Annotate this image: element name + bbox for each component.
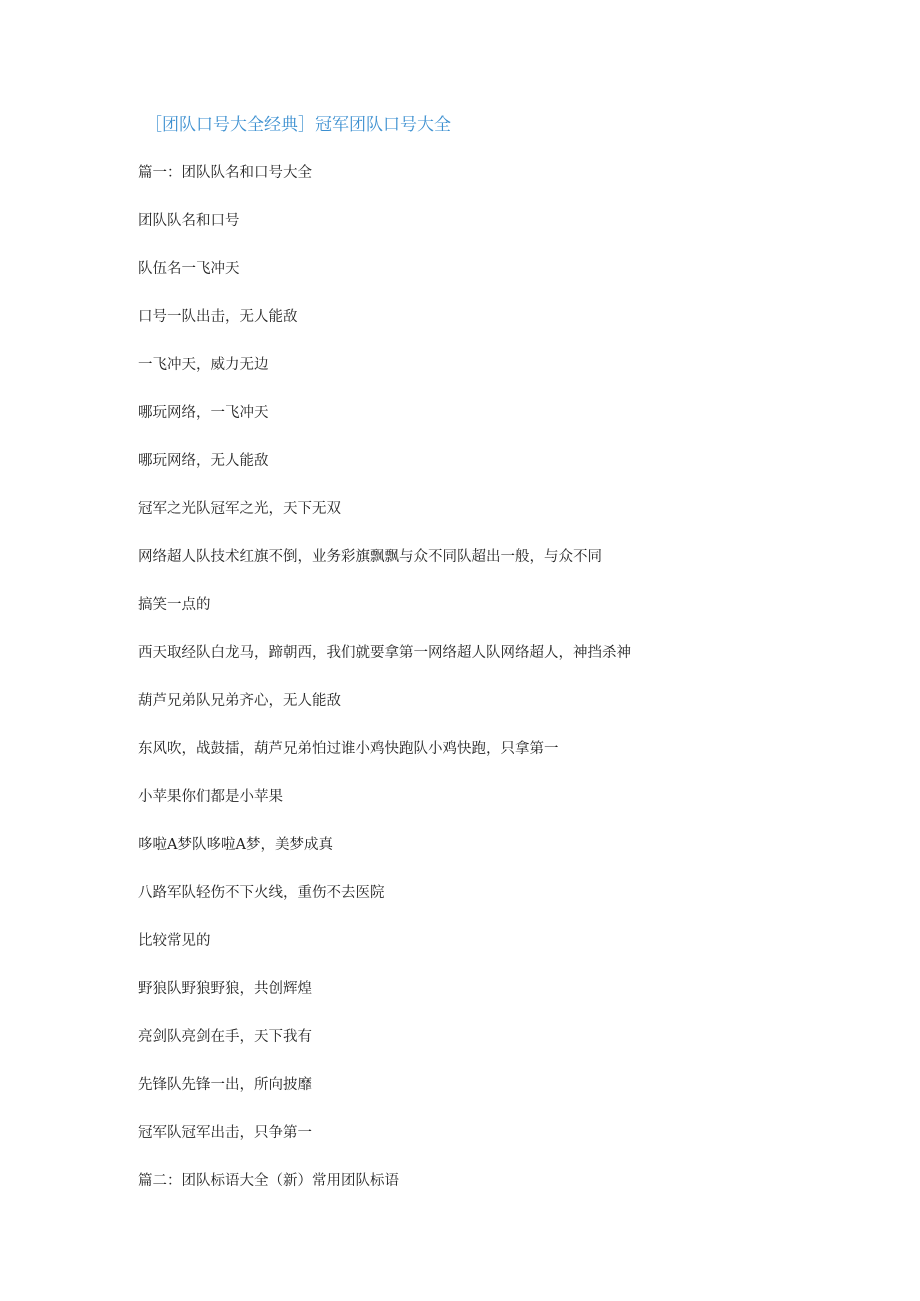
paragraph-line: 哪玩网络，无人能敌	[138, 453, 269, 469]
document-title: ［团队口号大全经典］冠军团队口号大全	[145, 115, 451, 135]
paragraph-line: 野狼队野狼野狼，共创辉煌	[138, 981, 312, 997]
paragraph-line: 比较常见的	[138, 933, 211, 949]
paragraph-line: 哆啦A梦队哆啦A梦，美梦成真	[138, 837, 333, 853]
paragraph-line: 一飞冲天，威力无边	[138, 357, 269, 373]
paragraph-line: 葫芦兄弟队兄弟齐心，无人能敌	[138, 693, 341, 709]
paragraph-line: 篇一：团队队名和口号大全	[138, 165, 312, 181]
paragraph-line: 篇二：团队标语大全（新）常用团队标语	[138, 1173, 399, 1189]
paragraph-line: 搞笑一点的	[138, 597, 211, 613]
paragraph-line: 亮剑队亮剑在手，天下我有	[138, 1029, 312, 1045]
paragraph-line: 队伍名一飞冲天	[138, 261, 240, 277]
paragraph-line: 西天取经队白龙马，蹄朝西，我们就要拿第一网络超人队网络超人，神挡杀神	[138, 645, 631, 661]
paragraph-line: 小苹果你们都是小苹果	[138, 789, 283, 805]
paragraph-line: 八路军队轻伤不下火线，重伤不去医院	[138, 885, 385, 901]
paragraph-line: 团队队名和口号	[138, 213, 240, 229]
paragraph-line: 东风吹，战鼓擂，葫芦兄弟怕过谁小鸡快跑队小鸡快跑，只拿第一	[138, 741, 559, 757]
paragraph-line: 口号一队出击，无人能敌	[138, 309, 298, 325]
document-body	[138, 160, 838, 1216]
paragraph-line: 冠军之光队冠军之光，天下无双	[138, 501, 341, 517]
paragraph-line: 先锋队先锋一出，所向披靡	[138, 1077, 312, 1093]
paragraph-line: 哪玩网络，一飞冲天	[138, 405, 269, 421]
paragraph-line: 冠军队冠军出击，只争第一	[138, 1125, 312, 1141]
paragraph-line: 网络超人队技术红旗不倒，业务彩旗飘飘与众不同队超出一般，与众不同	[138, 549, 602, 565]
